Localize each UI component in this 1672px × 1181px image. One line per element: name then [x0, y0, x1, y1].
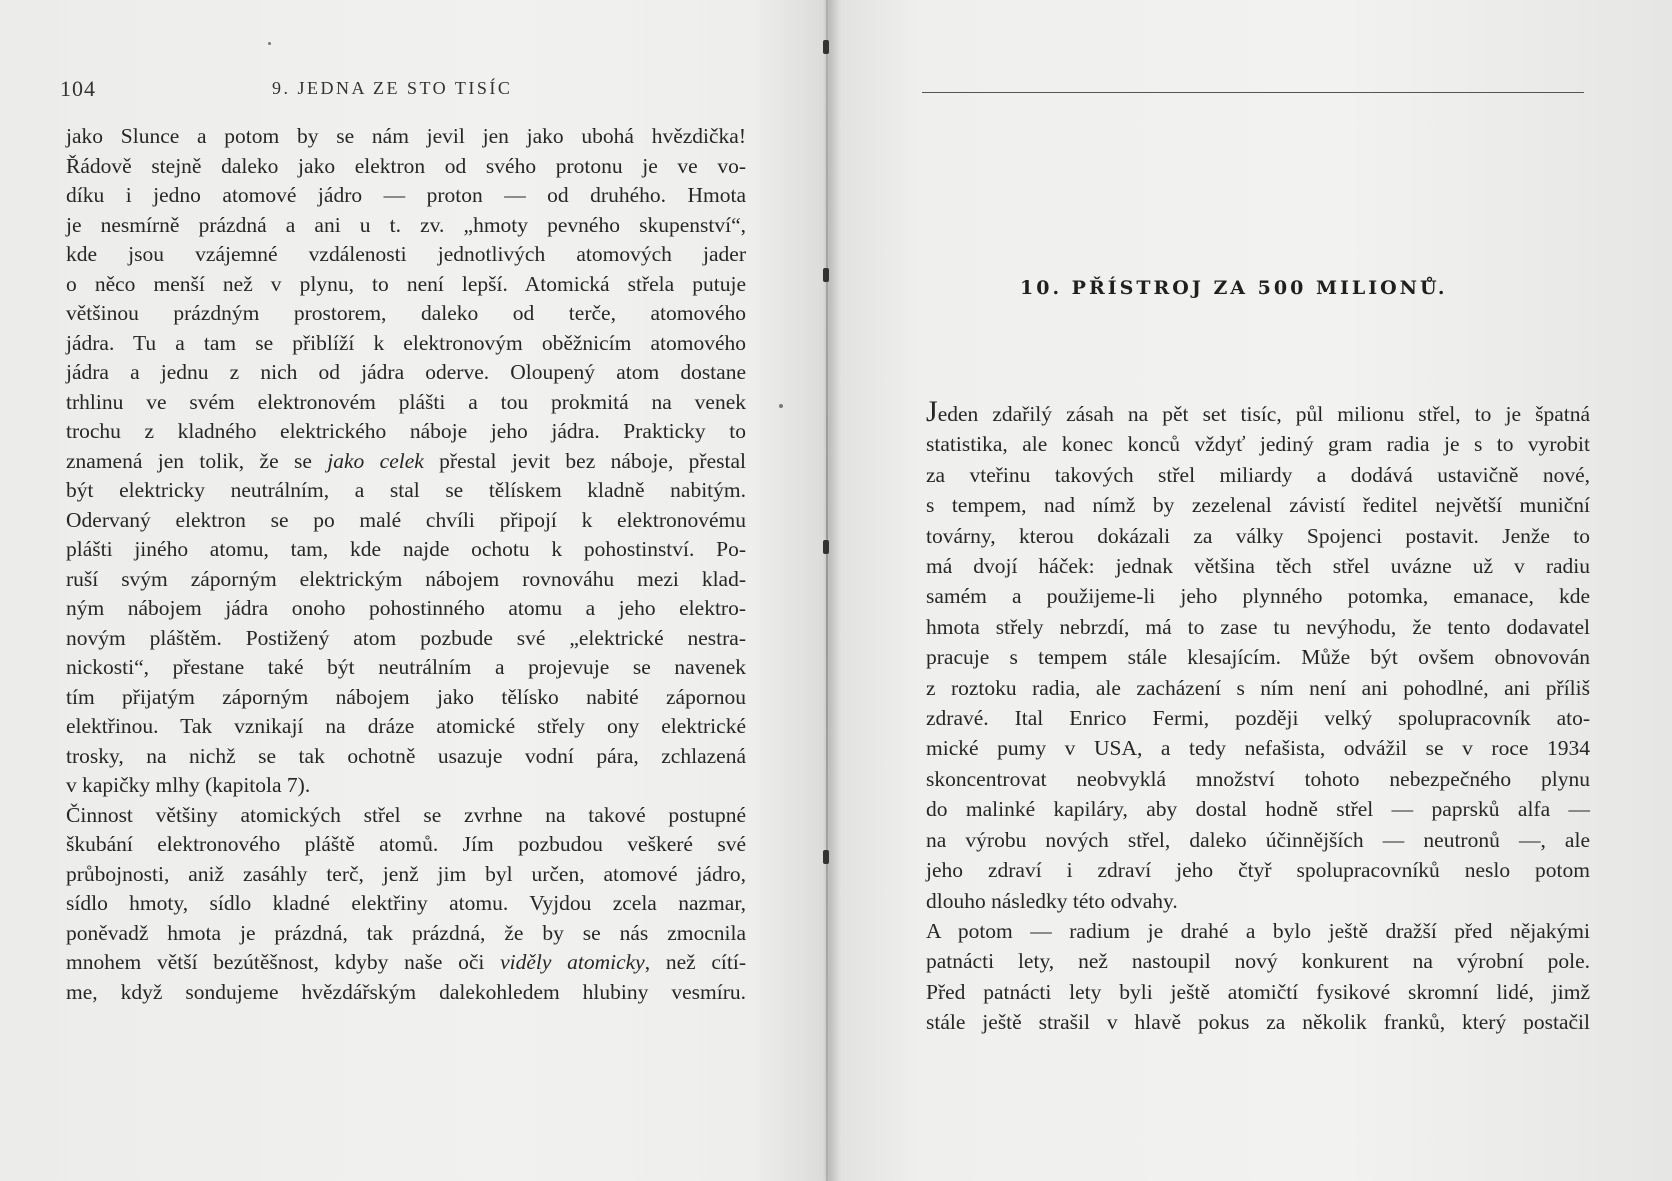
text-line: novým pláštěm. Postižený atom pozbude své „elektrické nestra-	[66, 625, 746, 650]
text-line: Odervaný elektron se po malé chvíli připojí k elektronovému	[66, 507, 746, 532]
text-line: skoncentrovat neobvyklá množství tohoto nebezpečného plynu	[926, 766, 1590, 791]
book-gutter	[826, 0, 828, 1181]
text-line: dlouho následky této odvahy.	[926, 888, 1178, 913]
left-page	[0, 0, 826, 1181]
paper-speck	[779, 404, 783, 408]
text-run: přestal jevit bez náboje, přestal	[423, 448, 746, 473]
text-line	[926, 395, 1590, 429]
italic-phrase: jako celek	[327, 448, 424, 473]
text-line: plášti jiného atomu, tam, kde najde ochotu k pohostinství. Po-	[66, 537, 746, 561]
text-line: ným nábojem jádra onoho pohostinného atomu a jeho elektro-	[66, 596, 746, 620]
text-line: elektřinou. Tak vznikají na dráze atomické střely ony elektrické	[66, 714, 746, 738]
running-head: 9. JEDNA ZE STO TISÍC	[272, 78, 513, 98]
text-run: mnohem větší bezútěšnost, kdyby naše oči	[66, 950, 501, 974]
text-line: statistika, ale konec konců vždyť jediný gram radia je s to vyrobit	[926, 432, 1590, 457]
italic-phrase: viděly atomicky	[500, 950, 645, 974]
text-line: díku i jedno atomové jádro — proton — od druhého. Hmota	[66, 183, 746, 207]
text-line: škubání elektronového pláště atomů. Jím pozbudou veškeré své	[66, 832, 746, 856]
text-line: o něco menší než v plynu, to není lepší. Atomická střela putuje	[66, 271, 746, 296]
text-line: kde jsou vzájemné vzdálenosti jednotlivých atomových jader	[66, 242, 746, 266]
text-line: mické pumy v USA, a tedy nefašista, odvážil se v roce 1934	[926, 736, 1590, 761]
text-line: v kapičky mlhy (kapitola 7).	[66, 773, 311, 797]
text-line: pracuje s tempem stále klesajícím. Může být ovšem obnovován	[926, 645, 1590, 670]
text-run: , než cítí-	[644, 950, 746, 974]
text-line: sídlo hmoty, sídlo kladné elektřiny atomu. Vyjdou zcela nazmar,	[66, 891, 746, 915]
text-line: jako Slunce a potom by se nám jevil jen jako ubohá hvězdička!	[66, 124, 746, 148]
text-line: zdravé. Ital Enrico Fermi, později velký spolupracovník ato-	[926, 706, 1590, 731]
text-line: patnácti lety, než nastoupil nový konkurent na výrobní pole.	[926, 949, 1590, 974]
text-line: s tempem, nad nímž by zezelenal závistí ředitel největší muniční	[926, 493, 1590, 518]
right-body-text	[926, 395, 1590, 1038]
text-line: Řádově stejně daleko jako elektron od svého protonu je ve vo-	[66, 153, 746, 178]
text-run: eden zdařilý zásah na pět set tisíc, půl milionu střel, to je špatná	[937, 402, 1590, 426]
text-line: továrny, kterou dokázali za války Spojenci postavit. Jenže to	[926, 523, 1590, 548]
text-line-with-italic	[66, 447, 746, 477]
text-line: samém a použijeme-li jeho plynného potomka, emanace, kde	[926, 584, 1590, 609]
text-line: me, když sondujeme hvězdářským dalekohledem hlubiny vesmíru.	[66, 979, 746, 1004]
text-run: znamená jen tolik, že se	[66, 448, 328, 473]
text-line: Před patnácti lety byli ještě atomičtí fysikové skromní lidé, jimž	[926, 979, 1590, 1004]
text-line: průbojnosti, aniž zasáhly terč, jenž jim byl určen, atomové jádro,	[66, 861, 746, 886]
left-body-text	[66, 122, 746, 1007]
text-line: z roztoku radia, ale zacházení s ním není ani pohodlné, ani příliš	[926, 675, 1590, 700]
text-line: poněvadž hmota je prázdná, tak prázdná, že by se nás zmocnila	[66, 920, 746, 945]
initial-letter: J	[926, 395, 938, 428]
text-line: na výrobu nových střel, daleko účinnějších — neutronů —, ale	[926, 827, 1590, 852]
paper-speck	[268, 42, 271, 45]
text-line: tím přijatým záporným nábojem jako tělísko nabité zápornou	[66, 684, 746, 709]
text-line: trosky, na nichž se tak ochotně usazuje vodní pára, zchlazená	[66, 743, 746, 768]
text-line: do malinké kapiláry, aby dostal hodně střel — paprsků alfa —	[926, 797, 1590, 822]
text-line: být elektricky neutrálním, a stal se tělískem kladně nabitým.	[66, 478, 746, 502]
text-line: stále ještě strašil v hlavě pokus za několik franků, který postačil	[926, 1010, 1590, 1035]
text-line: většinou prázdným prostorem, daleko od terče, atomového	[66, 301, 746, 325]
header-rule	[922, 92, 1584, 93]
text-line: má dvojí háček: jednak většina těch střel uvázne už v radiu	[926, 554, 1590, 579]
text-line: Činnost většiny atomických střel se zvrhne na takové postupné	[66, 802, 746, 827]
text-line: trhlinu ve svém elektronovém plášti a tou prokmitá na venek	[66, 389, 746, 414]
text-line: ruší svým záporným elektrickým nábojem rovnováhu mezi klad-	[66, 566, 746, 591]
text-line: nickosti“, přestane také být neutrálním a projevuje se navenek	[66, 655, 746, 679]
text-line: trochu z kladného elektrického náboje jeho jádra. Prakticky to	[66, 419, 746, 443]
text-line: hmota střely nebrzdí, má to zase tu nevýhodu, že tento dodavatel	[926, 614, 1590, 639]
text-line: jádra a jednu z nich od jádra oderve. Oloupený atom dostane	[66, 360, 746, 384]
text-line: za vteřinu takových střel miliardy a dodává ustavičně nové,	[926, 462, 1590, 487]
page-number: 104	[60, 76, 96, 101]
text-line: jádra. Tu a tam se přiblíží k elektronovým oběžnicím atomového	[66, 330, 746, 355]
chapter-title: 10. PŘÍSTROJ ZA 500 MILIONŮ.	[1020, 277, 1448, 299]
text-line: je nesmírně prázdná a ani u t. zv. „hmoty pevného skupenství“,	[66, 212, 746, 237]
text-line-with-italic	[66, 948, 746, 978]
text-line: jeho zdraví i zdraví jeho čtyř spolupracovníků neslo potom	[926, 858, 1590, 883]
text-line: A potom — radium je drahé a bylo ještě dražší před nějakými	[926, 918, 1590, 943]
